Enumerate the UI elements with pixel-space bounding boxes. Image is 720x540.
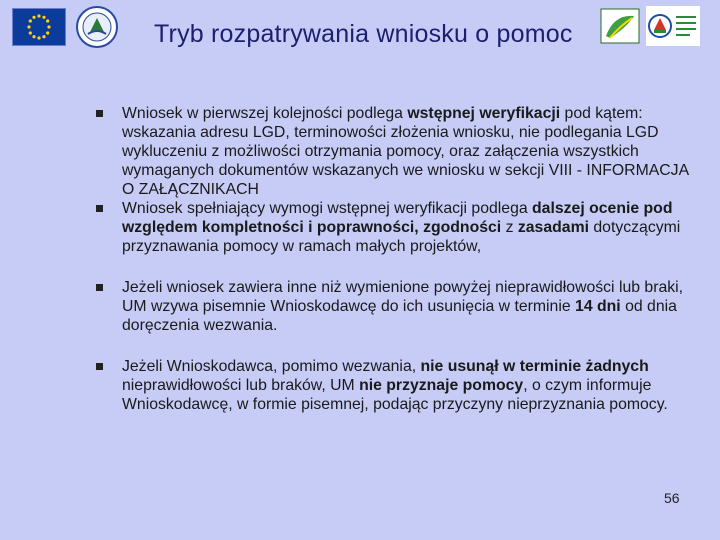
list-item-text: nieprawidłowości lub braków, UM	[122, 377, 360, 394]
list-item-text: dotyczącymi przyznawania pomocy w ramach małych projektów,	[122, 219, 681, 255]
list-item-text: Wniosek w pierwszej kolejności podlega	[122, 105, 408, 122]
list-item-emphasis: dalszej ocenie pod względem kompletności i poprawności, zgodności	[122, 200, 673, 236]
list-item-emphasis: nie przyznaje pomocy	[359, 377, 524, 394]
eu-flag-icon	[12, 8, 66, 46]
list-item-text: z	[501, 219, 518, 236]
bullet-icon	[96, 284, 103, 291]
list-item	[96, 357, 696, 414]
bullet-list	[96, 104, 696, 414]
prow-logo-icon	[646, 6, 700, 46]
list-item-emphasis: nie usunął w terminie żadnych	[420, 358, 649, 375]
bullet-icon	[96, 110, 103, 117]
list-item-text: Jeżeli Wnioskodawca, pomimo wezwania,	[122, 358, 421, 375]
list-item-emphasis: wstępnej weryfikacji	[407, 105, 561, 122]
regional-crest-icon	[76, 6, 118, 48]
page-number: 56	[664, 490, 680, 506]
list-item-text: , o czym informuje Wnioskodawcę, w formie pisemnej, podając przyczyny nieprzyznania pomocy.	[122, 377, 668, 413]
list-item-emphasis: 14 dni	[575, 298, 621, 315]
leader-logo-icon	[600, 8, 640, 44]
list-item-emphasis: zasadami	[517, 219, 589, 236]
list-item	[96, 104, 696, 199]
list-item	[96, 278, 696, 335]
list-item	[96, 199, 696, 256]
list-item-text: Wniosek spełniający wymogi wstępnej weryfikacji podlega	[122, 200, 533, 217]
page-title: Tryb rozpatrywania wniosku o pomoc	[154, 20, 573, 48]
bullet-icon	[96, 205, 103, 212]
bullet-icon	[96, 363, 103, 370]
list-item-text: pod kątem: wskazania adresu LGD, terminowości złożenia wniosku, nie podlegania LGD wykluczeniu z możliwości otrzymania pomocy, oraz załączenia wszystkich wymaganych dokumentów wskazanych we wniosku w sekcji VIII - INFORMACJA O ZAŁĄCZNIKACH	[122, 105, 689, 198]
list-item-text: od dnia doręczenia wezwania.	[122, 298, 677, 334]
list-item-text: Jeżeli wniosek zawiera inne niż wymienione powyżej nieprawidłowości lub braki, UM wzywa pisemnie Wnioskodawcę do ich usunięcia w terminie	[122, 279, 684, 315]
